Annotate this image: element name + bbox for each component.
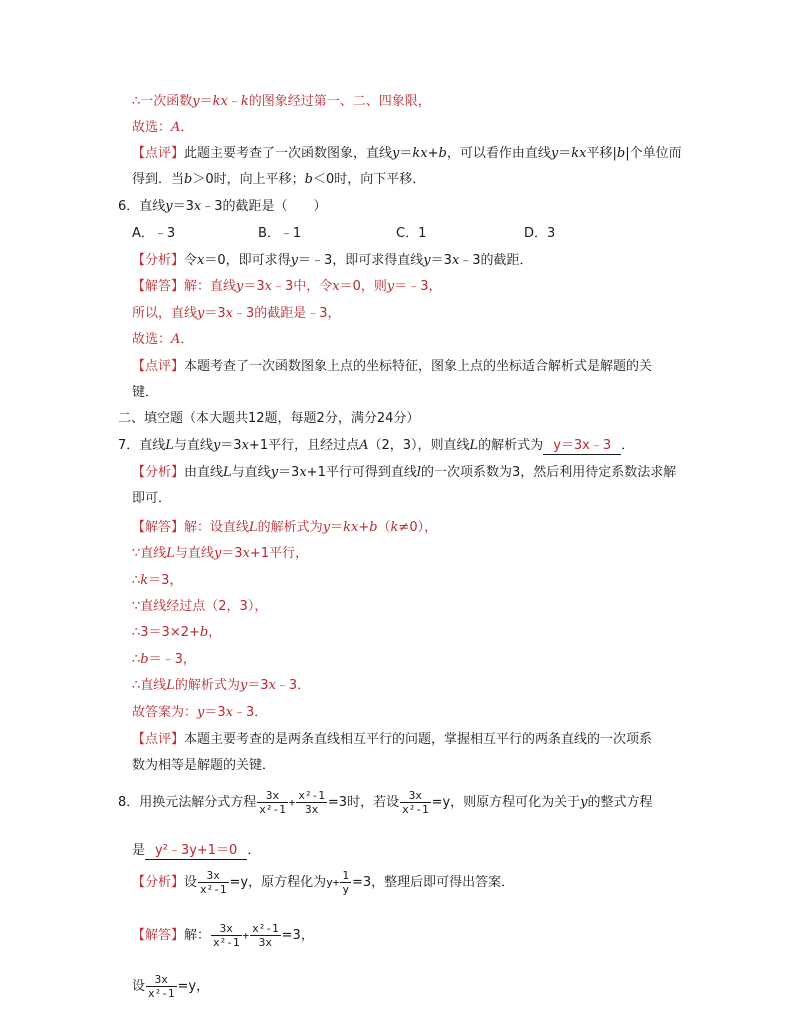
math-var: x <box>193 199 202 214</box>
math-var: b <box>438 146 447 161</box>
numerator: 3x <box>408 789 422 802</box>
text: ＝3 <box>204 705 226 720</box>
text: （2，3），则直线 <box>368 438 470 453</box>
text: 解：设直线 <box>184 520 250 535</box>
numerator: x²-1 <box>252 922 279 935</box>
text: ＝ <box>330 520 344 535</box>
text: 得到．当 <box>132 172 185 187</box>
answer-blank <box>543 438 621 455</box>
math-var: y <box>165 199 173 214</box>
question-7 <box>118 437 634 455</box>
math-var: y <box>580 795 588 810</box>
text: ，可以看作由直线 <box>446 146 551 161</box>
text: =y， <box>177 979 210 994</box>
math-var: k <box>240 94 249 109</box>
option-d: D．3 <box>524 226 556 241</box>
fraction <box>198 869 229 896</box>
math-var: kx <box>212 94 228 109</box>
math-var: y <box>386 279 395 294</box>
text: ∵直线 <box>132 546 167 561</box>
math-var: y <box>423 253 431 268</box>
text: =3，整理后即可得出答案． <box>352 875 515 890</box>
text: 故选： <box>132 120 172 135</box>
denominator: 3x <box>250 935 281 949</box>
text: 设 <box>132 979 146 994</box>
math-var: y <box>213 546 222 561</box>
text: ∴直线 <box>132 678 167 693</box>
text: 的整式方程 <box>587 795 653 810</box>
text: ＝3， <box>148 573 183 588</box>
math-var: y <box>239 678 248 693</box>
text: ． <box>180 332 194 347</box>
text: 是 <box>132 843 146 858</box>
text: 平移| <box>586 146 617 161</box>
numerator: 3x <box>265 789 280 802</box>
text: ＝3 <box>430 253 452 268</box>
math-var: x <box>451 253 460 268</box>
text: 此题主要考查了一次函数图象，直线 <box>184 146 393 161</box>
final-answer-line <box>132 704 267 722</box>
choose-line <box>132 331 193 349</box>
analysis-tag: 【分析】 <box>132 253 185 268</box>
math-var: y <box>550 146 559 161</box>
text: ﹣3中，令 <box>272 279 333 294</box>
comment-line <box>132 145 682 163</box>
text: + <box>242 929 250 942</box>
comment-line-cont <box>132 171 425 189</box>
solution-step <box>132 545 308 563</box>
comment-line <box>132 731 652 749</box>
fraction <box>146 973 177 1000</box>
math-var: y <box>290 253 299 268</box>
text: ﹣3． <box>275 678 311 693</box>
math-var: y <box>212 438 221 453</box>
math-var: k <box>390 520 399 535</box>
text: 本题主要考查的是两条直线相互平行的问题，掌握相互平行的两条直线的一次项系 <box>184 732 653 747</box>
text: 的解析式为 <box>257 520 323 535</box>
math-var: L <box>166 546 175 561</box>
analysis-line <box>132 252 533 270</box>
denominator: x²-1 <box>213 936 240 949</box>
text: ∴一次函数 <box>132 94 193 109</box>
comment-tag: 【点评】 <box>132 146 185 161</box>
text: ﹣3的截距是（ ） <box>201 199 327 214</box>
math-var: A <box>359 438 369 453</box>
text: 与直线 <box>231 465 271 480</box>
math-var: b <box>199 625 209 640</box>
comment-line-cont: 数为相等是解题的关键． <box>132 758 276 773</box>
text: ＝3 <box>247 678 269 693</box>
option-c: C．1 <box>396 226 427 241</box>
math-var: y <box>270 465 279 480</box>
numerator: 3x <box>219 922 233 935</box>
text: 的一次项系数为3，然后利用待定系数法求解 <box>421 465 677 480</box>
text: 本题考查了一次函数图象上点的坐标特征，图象上点的坐标适合解析式是解题的关 <box>184 359 653 374</box>
math-var: kx <box>571 146 587 161</box>
text: 由直线 <box>184 465 224 480</box>
text: ， <box>208 625 222 640</box>
numerator: 3x <box>206 869 220 882</box>
text: 令 <box>184 253 198 268</box>
text: 的图象经过第一、二、四象限， <box>248 94 431 109</box>
answer-text: y＝3x﹣3 <box>553 438 612 453</box>
text: ≠0）， <box>398 520 438 535</box>
text: ＝﹣3，即可求得直线 <box>298 253 424 268</box>
math-var: x <box>299 465 307 480</box>
conclusion-line <box>132 93 431 111</box>
math-var: x <box>332 279 340 294</box>
solution-step <box>132 305 341 323</box>
text: +1平行， <box>249 546 309 561</box>
math-var: b <box>369 520 378 535</box>
solution-tag: 【解答】 <box>132 520 185 535</box>
answer-letter: A <box>171 332 181 347</box>
choose-line <box>132 119 193 137</box>
text: +1平行，且经过点 <box>248 438 360 453</box>
answer-text: y²﹣3y+1＝0 <box>155 843 238 858</box>
solution-step <box>132 972 209 1002</box>
math-var: x <box>197 253 205 268</box>
math-var: b <box>140 652 149 667</box>
text: 解：直线 <box>184 279 237 294</box>
math-var: y <box>197 306 205 321</box>
comment-line-cont: 键． <box>132 385 159 400</box>
text: ＝﹣3， <box>394 279 442 294</box>
analysis-tag: 【分析】 <box>132 465 185 480</box>
text: +1平行可得到直线 <box>306 465 417 480</box>
text: 7．直线 <box>118 438 166 453</box>
math-var: x <box>242 546 250 561</box>
math-var: l <box>416 465 422 480</box>
math-var: L <box>223 465 232 480</box>
math-var: b <box>616 146 626 161</box>
text: 6．直线 <box>118 199 166 214</box>
math-var: y <box>192 94 200 109</box>
math-var: x <box>264 279 273 294</box>
math-var: b <box>304 172 313 187</box>
text: ＝0，则 <box>339 279 387 294</box>
math-var: kx <box>412 146 428 161</box>
solution-line <box>132 921 314 951</box>
math-var: x <box>241 438 249 453</box>
fraction <box>250 922 281 949</box>
math-var: x <box>225 705 233 720</box>
text: 的解析式为 <box>478 438 544 453</box>
math-var: k <box>140 573 149 588</box>
text: ＝ <box>558 146 572 161</box>
text: 故选： <box>132 332 172 347</box>
solution-tag: 【解答】 <box>132 928 185 943</box>
option-b: B．﹣1 <box>258 226 302 241</box>
text: ＝3 <box>278 465 300 480</box>
math-var: L <box>166 678 175 693</box>
answer-letter: A <box>171 120 181 135</box>
denominator: 3x <box>296 802 327 816</box>
text: ∴ <box>132 573 141 588</box>
section-heading: 二、填空题（本大题共12题，每题2分，满分24分） <box>118 411 420 426</box>
math-var: L <box>249 520 258 535</box>
denominator: x²-1 <box>402 803 429 816</box>
analysis-tag: 【分析】 <box>132 875 185 890</box>
question-8-cont <box>132 842 260 860</box>
text: =3， <box>281 928 314 943</box>
fraction <box>211 922 242 949</box>
text: ． <box>247 843 261 858</box>
text: 8．用换元法解分式方程 <box>118 795 257 810</box>
fraction <box>257 789 288 816</box>
fraction <box>340 869 351 896</box>
numerator: 1 <box>342 869 349 882</box>
analysis-line <box>132 868 514 898</box>
math-var: L <box>165 438 174 453</box>
analysis-line <box>132 464 676 482</box>
text: ＝3 <box>220 438 242 453</box>
question-6 <box>118 198 327 216</box>
text: ＞0时，向上平移； <box>192 172 305 187</box>
denominator: x²-1 <box>148 987 175 1000</box>
text: 所以，直线 <box>132 306 198 321</box>
text: 解： <box>184 928 211 943</box>
solution-line <box>132 278 442 296</box>
text: y+ <box>326 876 340 889</box>
text: 与直线 <box>174 546 214 561</box>
text: ﹣ <box>227 94 241 109</box>
text: + <box>358 520 370 535</box>
text: =3时，若设 <box>327 795 400 810</box>
comment-tag: 【点评】 <box>132 359 185 374</box>
text: + <box>427 146 439 161</box>
solution-step <box>132 624 221 642</box>
option-a: A．﹣3 <box>132 226 176 241</box>
solution-step: ∵直线经过点（2，3）， <box>132 599 268 614</box>
text: ＜0时，向下平移． <box>312 172 426 187</box>
text: ﹣3的截距是﹣3， <box>233 306 341 321</box>
text: |个单位而 <box>625 146 682 161</box>
text: ＝3 <box>221 546 243 561</box>
math-var: y <box>236 279 244 294</box>
math-var: y <box>197 705 205 720</box>
text: ． <box>180 120 194 135</box>
text: ＝3 <box>243 279 265 294</box>
math-var: kx <box>343 520 359 535</box>
question-8 <box>118 788 653 818</box>
denominator: x²-1 <box>200 883 227 896</box>
math-var: x <box>268 678 276 693</box>
analysis-line-cont: 即可． <box>132 491 172 506</box>
text: ﹣3． <box>233 705 268 720</box>
text: 故答案为： <box>132 705 198 720</box>
numerator: 3x <box>154 973 168 986</box>
text: ﹣3的截距． <box>459 253 533 268</box>
solution-step <box>132 677 310 695</box>
text: =y，原方程化为 <box>229 875 327 890</box>
text: =y，则原方程可化为关于 <box>431 795 581 810</box>
fraction <box>400 789 431 816</box>
solution-step <box>132 651 196 669</box>
solution-line <box>132 519 437 537</box>
denominator: x²-1 <box>259 803 286 816</box>
text: ＝﹣3， <box>148 652 196 667</box>
text: + <box>288 796 296 809</box>
solution-step <box>132 572 182 590</box>
denominator: y <box>342 883 349 896</box>
text: ＝3 <box>172 199 194 214</box>
comment-line <box>132 358 652 376</box>
math-var: y <box>322 520 331 535</box>
text: ∴3＝3×2+ <box>132 625 200 640</box>
math-var: x <box>225 306 233 321</box>
math-var: L <box>469 438 479 453</box>
text: 设 <box>184 875 198 890</box>
text: ＝ <box>199 94 213 109</box>
solution-tag: 【解答】 <box>132 279 185 294</box>
text: ． <box>621 438 635 453</box>
text: 与直线 <box>173 438 213 453</box>
text: （ <box>377 520 391 535</box>
fraction <box>296 789 327 816</box>
answer-blank <box>145 843 247 860</box>
text: ＝3 <box>204 306 226 321</box>
math-var: y <box>392 146 400 161</box>
text: ∴ <box>132 652 141 667</box>
text: 的解析式为 <box>174 678 240 693</box>
math-var: b <box>184 172 193 187</box>
numerator: x²-1 <box>298 789 325 802</box>
text: ＝ <box>399 146 413 161</box>
comment-tag: 【点评】 <box>132 732 185 747</box>
text: ＝0，即可求得 <box>204 253 291 268</box>
